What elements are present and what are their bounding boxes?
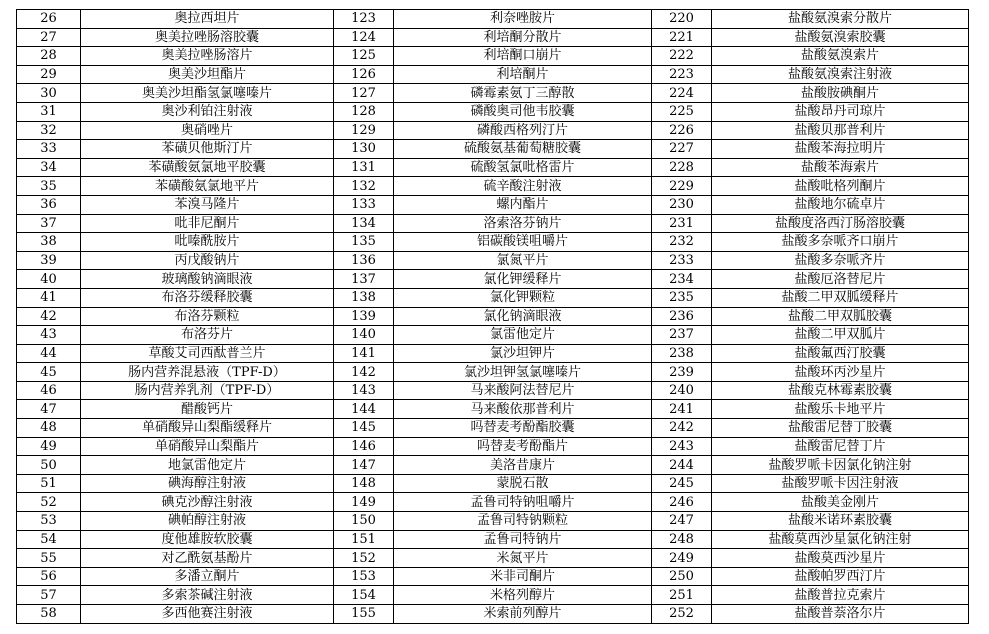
item-number-cell: 142 [334, 363, 394, 382]
drug-name-cell: 盐酸多奈哌齐口崩片 [712, 233, 969, 252]
item-number-cell: 138 [334, 288, 394, 307]
item-number-cell: 54 [17, 530, 81, 549]
item-number-cell: 140 [334, 326, 394, 345]
drug-name-cell: 磷酸西格列汀片 [394, 121, 652, 140]
drug-name-cell: 盐酸氨溴索胶囊 [712, 28, 969, 47]
item-number-cell: 30 [17, 84, 81, 103]
item-number-cell: 237 [652, 326, 712, 345]
drug-name-cell: 盐酸氨溴索片 [712, 47, 969, 66]
item-number-cell: 49 [17, 437, 81, 456]
drug-name-cell: 布洛芬片 [81, 326, 334, 345]
item-number-cell: 127 [334, 84, 394, 103]
drug-name-cell: 盐酸二甲双胍片 [712, 326, 969, 345]
drug-name-cell: 奥硝唑片 [81, 121, 334, 140]
item-number-cell: 251 [652, 586, 712, 605]
item-number-cell: 58 [17, 605, 81, 624]
table-row [17, 605, 969, 624]
drug-name-cell: 苯磺贝他斯汀片 [81, 140, 334, 159]
item-number-cell: 28 [17, 47, 81, 66]
table-row [17, 474, 969, 493]
drug-list-table [16, 9, 969, 624]
table-row [17, 10, 969, 29]
item-number-cell: 235 [652, 288, 712, 307]
item-number-cell: 222 [652, 47, 712, 66]
drug-name-cell: 醋酸钙片 [81, 400, 334, 419]
drug-name-cell: 盐酸莫西沙星氯化钠注射 [712, 530, 969, 549]
item-number-cell: 241 [652, 400, 712, 419]
item-number-cell: 150 [334, 512, 394, 531]
item-number-cell: 57 [17, 586, 81, 605]
drug-name-cell: 地氯雷他定片 [81, 456, 334, 475]
drug-name-cell: 氯氮平片 [394, 251, 652, 270]
item-number-cell: 154 [334, 586, 394, 605]
drug-name-cell: 孟鲁司特钠咀嚼片 [394, 493, 652, 512]
drug-name-cell: 盐酸克林霉素胶囊 [712, 381, 969, 400]
drug-name-cell: 氯沙坦钾片 [394, 344, 652, 363]
item-number-cell: 242 [652, 419, 712, 438]
item-number-cell: 226 [652, 121, 712, 140]
item-number-cell: 252 [652, 605, 712, 624]
item-number-cell: 244 [652, 456, 712, 475]
item-number-cell: 236 [652, 307, 712, 326]
item-number-cell: 239 [652, 363, 712, 382]
item-number-cell: 245 [652, 474, 712, 493]
item-number-cell: 136 [334, 251, 394, 270]
drug-name-cell: 奥美沙坦酯氢氯噻嗪片 [81, 84, 334, 103]
table-row [17, 530, 969, 549]
drug-name-cell: 马来酸阿法替尼片 [394, 381, 652, 400]
table-row [17, 140, 969, 159]
item-number-cell: 220 [652, 10, 712, 29]
item-number-cell: 130 [334, 140, 394, 159]
drug-name-cell: 盐酸苯海拉明片 [712, 140, 969, 159]
drug-name-cell: 孟鲁司特钠片 [394, 530, 652, 549]
item-number-cell: 250 [652, 567, 712, 586]
drug-name-cell: 盐酸普拉克索片 [712, 586, 969, 605]
item-number-cell: 249 [652, 549, 712, 568]
drug-name-cell: 吡嗪酰胺片 [81, 233, 334, 252]
drug-name-cell: 磷酸奥司他韦胶囊 [394, 102, 652, 121]
drug-name-cell: 布洛芬缓释胶囊 [81, 288, 334, 307]
drug-name-cell: 布洛芬颗粒 [81, 307, 334, 326]
item-number-cell: 132 [334, 177, 394, 196]
drug-name-cell: 氯雷他定片 [394, 326, 652, 345]
drug-name-cell: 苯磺酸氨氯地平片 [81, 177, 334, 196]
drug-name-cell: 单硝酸异山梨酯缓释片 [81, 419, 334, 438]
drug-name-cell: 氯沙坦钾氢氯噻嗪片 [394, 363, 652, 382]
table-row [17, 344, 969, 363]
table-row [17, 326, 969, 345]
item-number-cell: 37 [17, 214, 81, 233]
drug-name-cell: 蒙脱石散 [394, 474, 652, 493]
table-row [17, 549, 969, 568]
table-row [17, 288, 969, 307]
table-row [17, 121, 969, 140]
item-number-cell: 151 [334, 530, 394, 549]
drug-name-cell: 盐酸地尔硫卓片 [712, 195, 969, 214]
drug-name-cell: 硫酸氨基葡萄糖胶囊 [394, 140, 652, 159]
table-row [17, 47, 969, 66]
drug-name-cell: 盐酸莫西沙星片 [712, 549, 969, 568]
item-number-cell: 248 [652, 530, 712, 549]
item-number-cell: 50 [17, 456, 81, 475]
table-row [17, 195, 969, 214]
drug-name-cell: 盐酸度洛西汀肠溶胶囊 [712, 214, 969, 233]
drug-name-cell: 盐酸二甲双胍胶囊 [712, 307, 969, 326]
drug-name-cell: 单硝酸异山梨酯片 [81, 437, 334, 456]
drug-name-cell: 吗替麦考酚酯片 [394, 437, 652, 456]
item-number-cell: 225 [652, 102, 712, 121]
drug-name-cell: 硫辛酸注射液 [394, 177, 652, 196]
table-row [17, 381, 969, 400]
item-number-cell: 40 [17, 270, 81, 289]
item-number-cell: 141 [334, 344, 394, 363]
item-number-cell: 233 [652, 251, 712, 270]
item-number-cell: 231 [652, 214, 712, 233]
drug-name-cell: 硫酸氢氯吡格雷片 [394, 158, 652, 177]
item-number-cell: 146 [334, 437, 394, 456]
table-row [17, 567, 969, 586]
table-row [17, 270, 969, 289]
drug-name-cell: 盐酸氟西汀胶囊 [712, 344, 969, 363]
drug-name-cell: 盐酸米诺环素胶囊 [712, 512, 969, 531]
item-number-cell: 125 [334, 47, 394, 66]
table-row [17, 251, 969, 270]
drug-name-cell: 盐酸吡格列酮片 [712, 177, 969, 196]
drug-name-cell: 奥美拉唑肠溶片 [81, 47, 334, 66]
drug-name-cell: 对乙酰氨基酚片 [81, 549, 334, 568]
drug-name-cell: 奥美沙坦酯片 [81, 65, 334, 84]
table-row [17, 307, 969, 326]
drug-name-cell: 利培酮口崩片 [394, 47, 652, 66]
item-number-cell: 224 [652, 84, 712, 103]
item-number-cell: 134 [334, 214, 394, 233]
item-number-cell: 56 [17, 567, 81, 586]
item-number-cell: 234 [652, 270, 712, 289]
drug-name-cell: 碘帕醇注射液 [81, 512, 334, 531]
item-number-cell: 48 [17, 419, 81, 438]
drug-name-cell: 铝碳酸镁咀嚼片 [394, 233, 652, 252]
table-row [17, 586, 969, 605]
item-number-cell: 228 [652, 158, 712, 177]
table-row [17, 493, 969, 512]
drug-name-cell: 米非司酮片 [394, 567, 652, 586]
table-row [17, 419, 969, 438]
drug-name-cell: 利培酮片 [394, 65, 652, 84]
item-number-cell: 148 [334, 474, 394, 493]
item-number-cell: 133 [334, 195, 394, 214]
item-number-cell: 34 [17, 158, 81, 177]
item-number-cell: 223 [652, 65, 712, 84]
item-number-cell: 33 [17, 140, 81, 159]
drug-name-cell: 洛索洛芬钠片 [394, 214, 652, 233]
item-number-cell: 155 [334, 605, 394, 624]
drug-name-cell: 盐酸胺碘酮片 [712, 84, 969, 103]
drug-name-cell: 吗替麦考酚酯胶囊 [394, 419, 652, 438]
drug-name-cell: 肠内营养乳剂（TPF-D） [81, 381, 334, 400]
drug-name-cell: 奥美拉唑肠溶胶囊 [81, 28, 334, 47]
table-row [17, 214, 969, 233]
drug-name-cell: 盐酸雷尼替丁胶囊 [712, 419, 969, 438]
table-row [17, 102, 969, 121]
item-number-cell: 124 [334, 28, 394, 47]
item-number-cell: 39 [17, 251, 81, 270]
drug-name-cell: 利奈唑胺片 [394, 10, 652, 29]
drug-name-cell: 磷霉素氨丁三醇散 [394, 84, 652, 103]
item-number-cell: 52 [17, 493, 81, 512]
item-number-cell: 137 [334, 270, 394, 289]
item-number-cell: 144 [334, 400, 394, 419]
item-number-cell: 27 [17, 28, 81, 47]
item-number-cell: 32 [17, 121, 81, 140]
item-number-cell: 42 [17, 307, 81, 326]
item-number-cell: 143 [334, 381, 394, 400]
drug-name-cell: 肠内营养混悬液（TPF-D） [81, 363, 334, 382]
drug-name-cell: 氯化钾颗粒 [394, 288, 652, 307]
item-number-cell: 38 [17, 233, 81, 252]
item-number-cell: 31 [17, 102, 81, 121]
item-number-cell: 45 [17, 363, 81, 382]
drug-name-cell: 马来酸依那普利片 [394, 400, 652, 419]
drug-name-cell: 米氮平片 [394, 549, 652, 568]
drug-name-cell: 盐酸罗哌卡因氯化钠注射 [712, 456, 969, 475]
table-row [17, 456, 969, 475]
item-number-cell: 153 [334, 567, 394, 586]
table-row [17, 233, 969, 252]
item-number-cell: 139 [334, 307, 394, 326]
drug-name-cell: 草酸艾司西酞普兰片 [81, 344, 334, 363]
drug-name-cell: 盐酸环丙沙星片 [712, 363, 969, 382]
drug-name-cell: 度他雄胺软胶囊 [81, 530, 334, 549]
item-number-cell: 221 [652, 28, 712, 47]
drug-name-cell: 碘海醇注射液 [81, 474, 334, 493]
table-row [17, 65, 969, 84]
drug-name-cell: 玻璃酸钠滴眼液 [81, 270, 334, 289]
drug-name-cell: 多潘立酮片 [81, 567, 334, 586]
drug-name-cell: 氯化钠滴眼液 [394, 307, 652, 326]
item-number-cell: 229 [652, 177, 712, 196]
drug-name-cell: 苯溴马隆片 [81, 195, 334, 214]
item-number-cell: 36 [17, 195, 81, 214]
table-row [17, 177, 969, 196]
drug-name-cell: 盐酸乐卡地平片 [712, 400, 969, 419]
item-number-cell: 227 [652, 140, 712, 159]
table-row [17, 512, 969, 531]
item-number-cell: 145 [334, 419, 394, 438]
item-number-cell: 230 [652, 195, 712, 214]
drug-name-cell: 盐酸多奈哌齐片 [712, 251, 969, 270]
item-number-cell: 152 [334, 549, 394, 568]
drug-name-cell: 米索前列醇片 [394, 605, 652, 624]
drug-name-cell: 盐酸普萘洛尔片 [712, 605, 969, 624]
item-number-cell: 29 [17, 65, 81, 84]
table-row [17, 158, 969, 177]
drug-name-cell: 苯磺酸氨氯地平胶囊 [81, 158, 334, 177]
drug-name-cell: 盐酸罗哌卡因注射液 [712, 474, 969, 493]
item-number-cell: 35 [17, 177, 81, 196]
item-number-cell: 126 [334, 65, 394, 84]
item-number-cell: 53 [17, 512, 81, 531]
item-number-cell: 44 [17, 344, 81, 363]
item-number-cell: 43 [17, 326, 81, 345]
item-number-cell: 51 [17, 474, 81, 493]
drug-name-cell: 盐酸雷尼替丁片 [712, 437, 969, 456]
table-row [17, 363, 969, 382]
drug-name-cell: 盐酸氨溴索分散片 [712, 10, 969, 29]
item-number-cell: 47 [17, 400, 81, 419]
item-number-cell: 232 [652, 233, 712, 252]
drug-name-cell: 盐酸苯海索片 [712, 158, 969, 177]
drug-name-cell: 孟鲁司特钠颗粒 [394, 512, 652, 531]
item-number-cell: 55 [17, 549, 81, 568]
drug-name-cell: 盐酸厄洛替尼片 [712, 270, 969, 289]
item-number-cell: 129 [334, 121, 394, 140]
drug-name-cell: 盐酸氨溴索注射液 [712, 65, 969, 84]
item-number-cell: 238 [652, 344, 712, 363]
item-number-cell: 41 [17, 288, 81, 307]
drug-name-cell: 盐酸贝那普利片 [712, 121, 969, 140]
drug-name-cell: 盐酸二甲双胍缓释片 [712, 288, 969, 307]
drug-name-cell: 丙戊酸钠片 [81, 251, 334, 270]
drug-name-cell: 米格列醇片 [394, 586, 652, 605]
table-row [17, 400, 969, 419]
item-number-cell: 246 [652, 493, 712, 512]
item-number-cell: 46 [17, 381, 81, 400]
drug-name-cell: 多西他赛注射液 [81, 605, 334, 624]
drug-name-cell: 螺内酯片 [394, 195, 652, 214]
drug-name-cell: 美洛昔康片 [394, 456, 652, 475]
item-number-cell: 26 [17, 10, 81, 29]
item-number-cell: 128 [334, 102, 394, 121]
item-number-cell: 149 [334, 493, 394, 512]
item-number-cell: 147 [334, 456, 394, 475]
table-row [17, 84, 969, 103]
drug-list-body [17, 10, 969, 624]
drug-name-cell: 吡非尼酮片 [81, 214, 334, 233]
table-row [17, 437, 969, 456]
drug-name-cell: 利培酮分散片 [394, 28, 652, 47]
drug-name-cell: 碘克沙醇注射液 [81, 493, 334, 512]
drug-name-cell: 盐酸帕罗西汀片 [712, 567, 969, 586]
item-number-cell: 131 [334, 158, 394, 177]
item-number-cell: 135 [334, 233, 394, 252]
item-number-cell: 247 [652, 512, 712, 531]
drug-name-cell: 奥拉西坦片 [81, 10, 334, 29]
drug-name-cell: 盐酸美金刚片 [712, 493, 969, 512]
table-row [17, 28, 969, 47]
drug-name-cell: 奥沙利铂注射液 [81, 102, 334, 121]
drug-name-cell: 氯化钾缓释片 [394, 270, 652, 289]
drug-name-cell: 盐酸昂丹司琼片 [712, 102, 969, 121]
item-number-cell: 123 [334, 10, 394, 29]
item-number-cell: 243 [652, 437, 712, 456]
drug-name-cell: 多索茶碱注射液 [81, 586, 334, 605]
item-number-cell: 240 [652, 381, 712, 400]
